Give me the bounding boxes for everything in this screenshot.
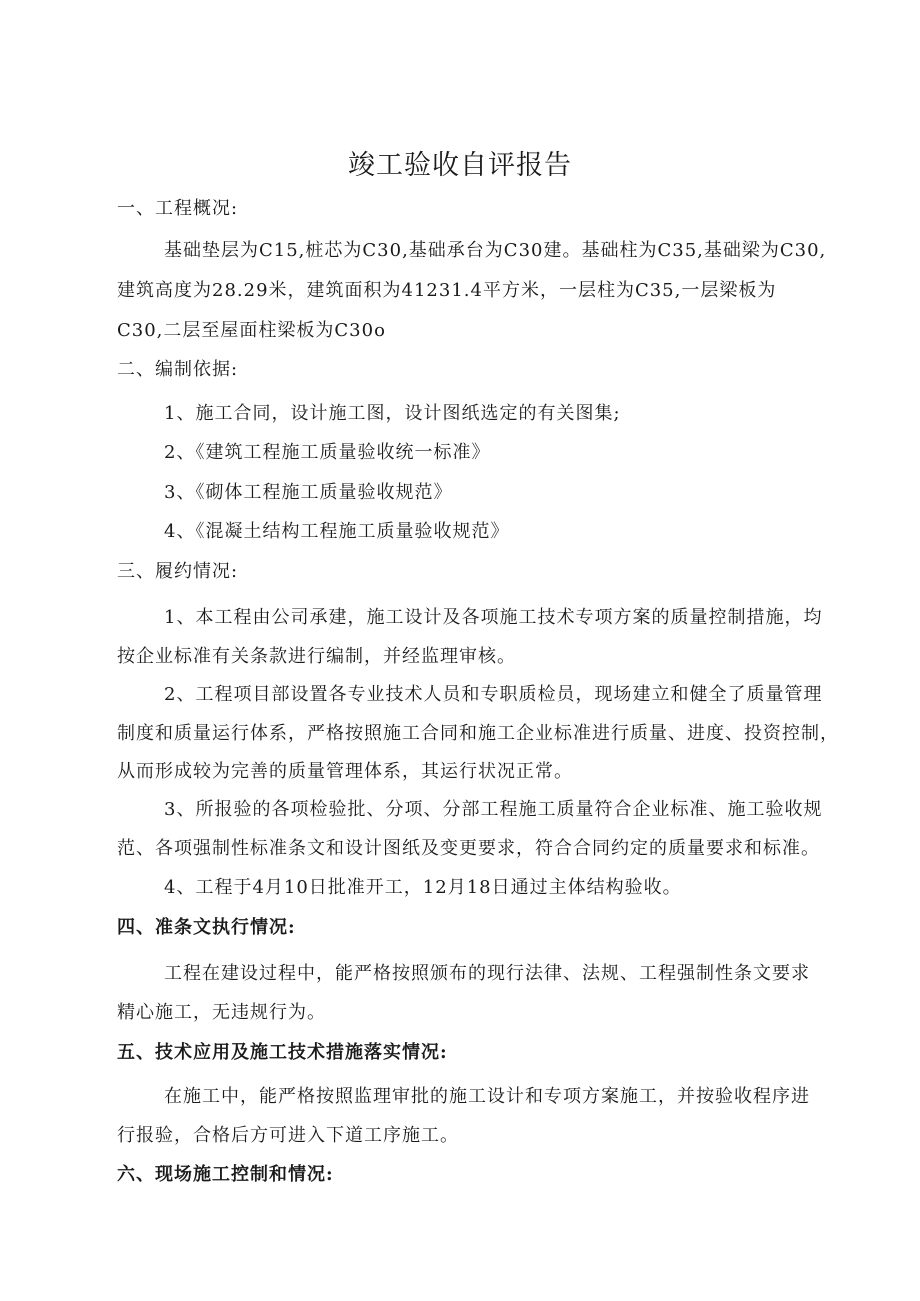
performance-line-2: 按企业标准有关条款进行编制，并经监理审核。 xyxy=(117,646,516,667)
overview-line-2: 建筑高度为28.29米，建筑面积为41231.4平方米，一层柱为C35,一层梁板为 xyxy=(117,280,777,301)
basis-item-1: 1、施工合同，设计施工图，设计图纸选定的有关图集; xyxy=(164,403,621,424)
performance-line-4: 制度和质量运行体系，严格按照施工合同和施工企业标准进行质量、进度、投资控制， xyxy=(117,723,839,744)
performance-line-6: 3、所报验的各项检验批、分项、分部工程施工质量符合企业标准、施工验收规 xyxy=(164,799,823,820)
performance-line-3: 2、工程项目部设置各专业技术人员和专职质检员，现场建立和健全了质量管理 xyxy=(164,684,823,705)
standards-line-1: 工程在建设过程中，能严格按照颁布的现行法律、法规、工程强制性条文要求 xyxy=(164,963,810,984)
performance-line-7: 范、各项强制性标准条文和设计图纸及变更要求，符合合同约定的质量要求和标准。 xyxy=(117,838,820,859)
section-heading-technology: 五、技术应用及施工技术措施落实情况: xyxy=(117,1042,448,1063)
basis-item-4: 4、《混凝土结构工程施工质量验收规范》 xyxy=(164,521,510,542)
performance-line-5: 从而形成较为完善的质量管理体系，其运行状况正常。 xyxy=(117,761,573,782)
standards-line-2: 精心施工，无违规行为。 xyxy=(117,1002,326,1023)
overview-line-3: C30,二层至屋面柱梁板为C30o xyxy=(117,320,386,341)
section-heading-overview: 一、工程概况: xyxy=(117,198,239,219)
section-heading-basis: 二、编制依据: xyxy=(117,359,239,380)
section-heading-performance: 三、履约情况: xyxy=(117,561,239,582)
technology-line-1: 在施工中，能严格按照监理审批的施工设计和专项方案施工，并按验收程序进 xyxy=(164,1086,810,1107)
technology-line-2: 行报验，合格后方可进入下道工序施工。 xyxy=(117,1125,459,1146)
basis-item-2: 2、《建筑工程施工质量验收统一标准》 xyxy=(164,442,491,463)
overview-line-1: 基础垫层为C15,桩芯为C30,基础承台为C30建。基础柱为C35,基础梁为C30, xyxy=(164,240,827,261)
section-heading-site-control: 六、现场施工控制和情况: xyxy=(117,1164,334,1185)
performance-line-8: 4、工程于4月10日批准开工，12月18日通过主体结构验收。 xyxy=(164,877,682,898)
basis-item-3: 3、《砌体工程施工质量验收规范》 xyxy=(164,482,453,503)
performance-line-1: 1、本工程由公司承建，施工设计及各项施工技术专项方案的质量控制措施，均 xyxy=(164,607,823,628)
section-heading-standards: 四、准条文执行情况: xyxy=(117,917,296,938)
document-title: 竣工验收自评报告 xyxy=(348,150,572,181)
